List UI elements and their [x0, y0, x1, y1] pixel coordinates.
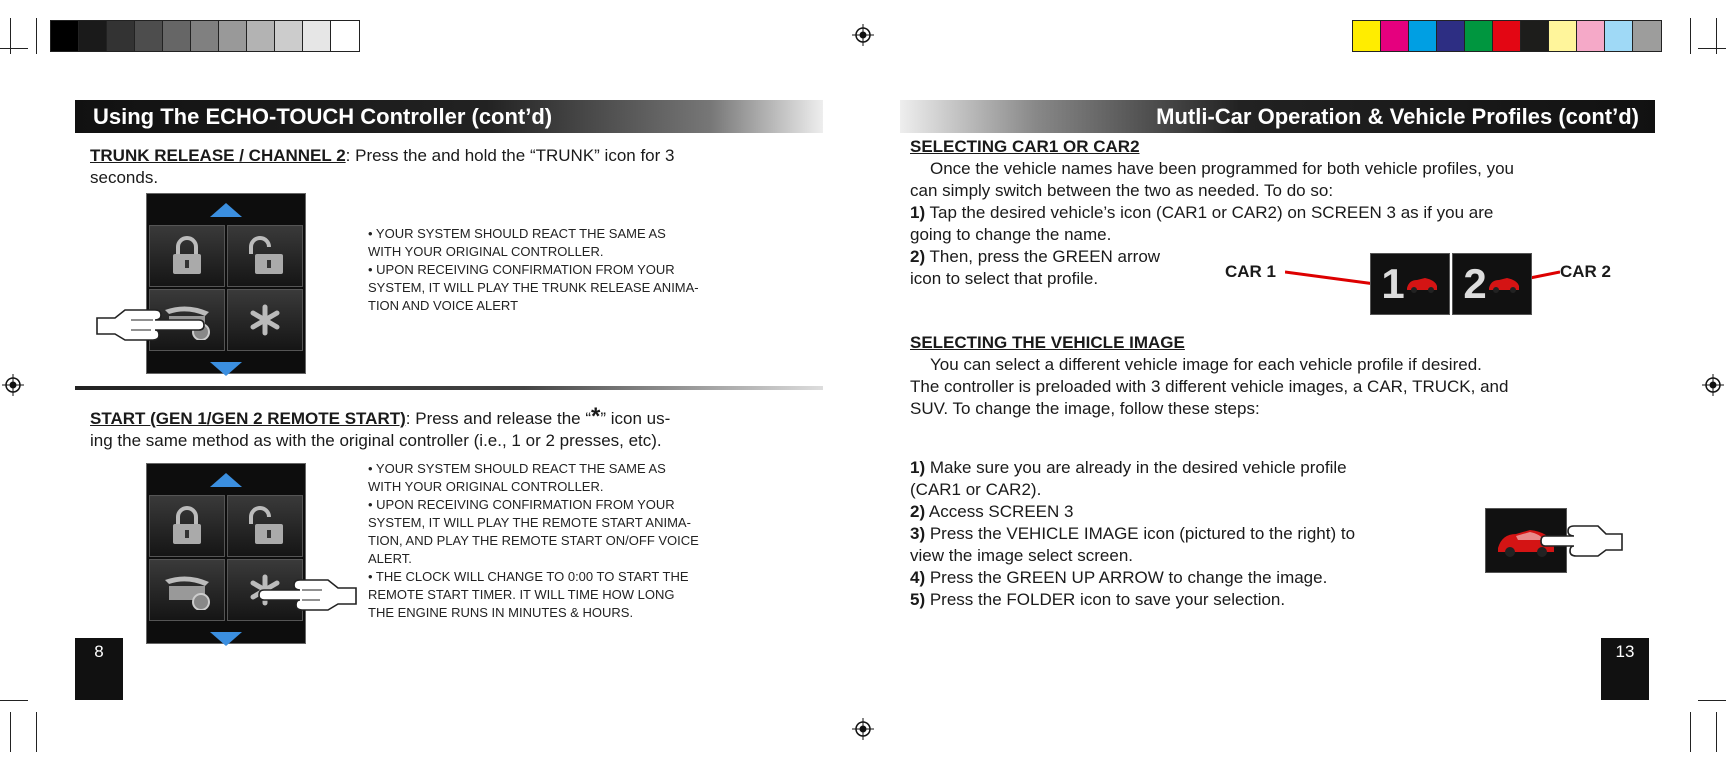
step-text: Press the FOLDER icon to save your selection.	[925, 590, 1286, 609]
step-number: 3)	[910, 524, 926, 543]
select-image-para-cont: The controller is preloaded with 3 different vehicle images, a CAR, TRUCK, and	[910, 377, 1509, 396]
crop-mark	[36, 18, 37, 54]
step-line	[910, 567, 1470, 589]
step-line	[910, 545, 1470, 567]
step-line	[910, 523, 1470, 545]
up-arrow-icon	[147, 194, 305, 225]
crop-mark	[10, 18, 11, 54]
color-swatch	[1437, 21, 1465, 51]
select-car-title: SELECTING CAR1 OR CAR2	[910, 137, 1140, 156]
start-note-line: REMOTE START TIMER. IT WILL TIME HOW LONG	[368, 587, 675, 602]
step-number: 5)	[910, 590, 926, 609]
color-swatch	[1549, 21, 1577, 51]
car1-pointer-line-icon	[1285, 268, 1381, 288]
color-swatch	[191, 21, 219, 51]
left-page-header: Using The ECHO-TOUCH Controller (cont’d)	[75, 100, 823, 133]
start-note-line: • YOUR SYSTEM SHOULD REACT THE SAME AS	[368, 461, 666, 476]
start-note-line: • THE CLOCK WILL CHANGE TO 0:00 TO START THE	[368, 569, 689, 584]
step-line	[910, 457, 1470, 479]
step-text: view the image select screen.	[910, 546, 1133, 565]
crop-mark	[0, 700, 28, 701]
left-page-number: 8	[75, 638, 123, 700]
color-swatch	[79, 21, 107, 51]
pointing-hand-icon	[1540, 520, 1624, 564]
red-car-icon	[1487, 274, 1521, 294]
lock-icon	[149, 225, 225, 287]
color-swatch	[1465, 21, 1493, 51]
car1-label: CAR 1	[1225, 262, 1277, 281]
trunk-note-line: TION AND VOICE ALERT	[368, 298, 519, 313]
select-image-title: SELECTING THE VEHICLE IMAGE	[910, 333, 1185, 352]
select-image-steps	[910, 457, 1470, 611]
red-car-icon	[1405, 274, 1439, 294]
crop-mark	[1690, 712, 1691, 752]
color-swatch	[275, 21, 303, 51]
star-remote-start-icon	[227, 289, 303, 351]
select-image-para: You can select a different vehicle image for each vehicle profile if desired.	[930, 355, 1482, 374]
down-arrow-icon	[147, 353, 305, 384]
trunk-section-title: TRUNK RELEASE / CHANNEL 2	[90, 146, 346, 165]
color-swatch	[107, 21, 135, 51]
select-car-step2-cont: icon to select that profile.	[910, 269, 1099, 288]
grayscale-color-bar	[50, 20, 360, 52]
step-text: Press the GREEN UP ARROW to change the image.	[925, 568, 1328, 587]
select-image-para-cont2: SUV. To change the image, follow these steps:	[910, 399, 1260, 418]
color-swatch	[1353, 21, 1381, 51]
color-swatch	[51, 21, 79, 51]
start-note-line: • UPON RECEIVING CONFIRMATION FROM YOUR	[368, 497, 675, 512]
trunk-note-line: SYSTEM, IT WILL PLAY THE TRUNK RELEASE ANIMA-	[368, 280, 699, 295]
color-swatch	[1381, 21, 1409, 51]
right-page-number: 13	[1601, 638, 1649, 700]
start-note-line: ALERT.	[368, 551, 412, 566]
start-note-line: THE ENGINE RUNS IN MINUTES & HOURS.	[368, 605, 634, 620]
start-intro-text: : Press and release the “	[405, 409, 591, 428]
unlock-icon	[227, 225, 303, 287]
color-swatch	[1577, 21, 1605, 51]
color-swatch	[331, 21, 359, 51]
start-section-title: START (GEN 1/GEN 2 REMOTE START)	[90, 409, 406, 428]
step-number: 2)	[910, 247, 926, 266]
registration-mark-icon	[852, 24, 874, 46]
registration-mark-icon	[2, 374, 24, 396]
crop-mark	[1698, 700, 1726, 701]
start-notes	[368, 460, 808, 622]
select-car-para-cont: can simply switch between the two as needed. To do so:	[910, 181, 1334, 200]
color-swatch	[219, 21, 247, 51]
right-page-header: Mutli-Car Operation & Vehicle Profiles (cont’d)	[900, 100, 1655, 133]
crop-mark	[1698, 48, 1726, 49]
down-arrow-icon	[147, 623, 305, 654]
select-image-section	[910, 332, 1670, 420]
step-line	[910, 501, 1470, 523]
start-intro-text-cont: ing the same method as with the original controller (i.e., 1 or 2 presses, etc).	[90, 431, 662, 450]
step-line	[910, 589, 1470, 611]
select-car-step1: Tap the desired vehicle’s icon (CAR1 or CAR2) on SCREEN 3 as if you are	[925, 203, 1494, 222]
up-arrow-icon	[147, 464, 305, 495]
car2-digit: 2	[1463, 260, 1487, 307]
car1-icon	[1370, 253, 1450, 315]
start-intro-text-end: ” icon us-	[600, 409, 671, 428]
crop-mark	[1690, 18, 1691, 54]
select-car-step2: Then, press the GREEN arrow	[925, 247, 1161, 266]
trunk-note-line: • UPON RECEIVING CONFIRMATION FROM YOUR	[368, 262, 675, 277]
color-swatch	[1409, 21, 1437, 51]
registration-mark-icon	[1702, 374, 1724, 396]
step-number: 4)	[910, 568, 926, 587]
step-line	[910, 479, 1470, 501]
pointing-hand-icon	[95, 300, 205, 350]
trunk-intro-text: : Press the and hold the “TRUNK” icon for 3	[345, 146, 675, 165]
color-swatch	[163, 21, 191, 51]
color-swatch	[135, 21, 163, 51]
start-note-line: TION, AND PLAY THE REMOTE START ON/OFF VOICE	[368, 533, 699, 548]
start-note-line: WITH YOUR ORIGINAL CONTROLLER.	[368, 479, 604, 494]
select-car-step1-cont: going to change the name.	[910, 225, 1112, 244]
step-text: Access SCREEN 3	[925, 502, 1074, 521]
trunk-note-line: • YOUR SYSTEM SHOULD REACT THE SAME AS	[368, 226, 666, 241]
trunk-intro-text-cont: seconds.	[90, 168, 159, 187]
process-color-bar	[1352, 20, 1662, 52]
crop-mark	[36, 712, 37, 752]
crop-mark	[10, 712, 11, 752]
step-text: Make sure you are already in the desired vehicle profile	[925, 458, 1347, 477]
step-text: (CAR1 or CAR2).	[910, 480, 1042, 499]
unlock-icon	[227, 495, 303, 557]
select-car-section	[910, 136, 1670, 290]
car2-icon	[1452, 253, 1532, 315]
select-car-para: Once the vehicle names have been programmed for both vehicle profiles, you	[930, 159, 1514, 178]
trunk-section-intro	[90, 145, 820, 189]
crop-mark	[1716, 18, 1717, 54]
crop-mark	[1716, 712, 1717, 752]
color-swatch	[1493, 21, 1521, 51]
lock-icon	[149, 495, 225, 557]
trunk-icon	[149, 559, 225, 621]
registration-mark-icon	[852, 718, 874, 740]
color-swatch	[1633, 21, 1661, 51]
star-glyph: *	[591, 403, 601, 430]
trunk-note-line: WITH YOUR ORIGINAL CONTROLLER.	[368, 244, 604, 259]
step-number: 2)	[910, 502, 926, 521]
step-number: 1)	[910, 203, 926, 222]
crop-mark	[0, 48, 28, 49]
step-text: Press the VEHICLE IMAGE icon (pictured to the right) to	[925, 524, 1356, 543]
color-swatch	[247, 21, 275, 51]
start-note-line: SYSTEM, IT WILL PLAY THE REMOTE START ANIMA-	[368, 515, 691, 530]
section-divider	[75, 386, 823, 390]
color-swatch	[1521, 21, 1549, 51]
trunk-notes	[368, 225, 808, 315]
pointing-hand-icon	[258, 572, 358, 618]
start-section-intro	[90, 403, 830, 452]
color-swatch	[1605, 21, 1633, 51]
color-swatch	[303, 21, 331, 51]
car1-digit: 1	[1381, 260, 1405, 307]
step-number: 1)	[910, 458, 926, 477]
car2-label: CAR 2	[1560, 262, 1612, 281]
